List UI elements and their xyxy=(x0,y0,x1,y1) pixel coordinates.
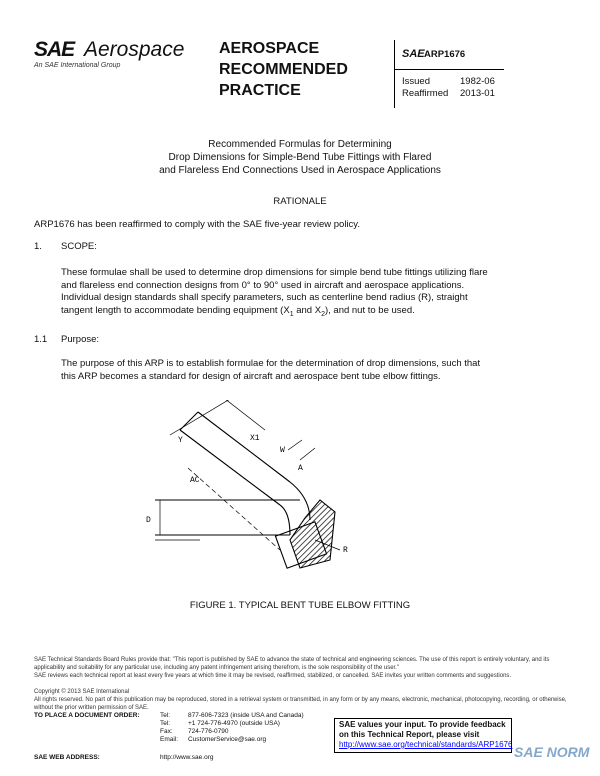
scope-title: SCOPE: xyxy=(61,241,97,252)
scope-line-3: Individual design standards shall specify parameters, such as centerline bend radius (R), straight xyxy=(61,292,468,303)
purpose-number: 1.1 xyxy=(34,334,48,345)
subtitle-line-1: Recommended Formulas for Determining xyxy=(208,139,392,150)
scope-line-4 xyxy=(61,305,501,321)
purpose-line-1: The purpose of this ARP is to establish formulae for the determination of drop dimensions, such that xyxy=(61,358,481,369)
scope-sub-1: 1 xyxy=(289,310,294,318)
sae-norm-watermark: SAE NORM xyxy=(514,744,590,760)
subtitle-line-3: and Flareless End Connections Used in Aerospace Applications xyxy=(159,165,441,176)
bend-arc xyxy=(290,482,310,520)
document-number: ARP1676 xyxy=(424,49,466,60)
label-w: W xyxy=(280,446,285,455)
fitting-body-hatch xyxy=(290,500,335,568)
reaffirmed-value: 2013-01 xyxy=(460,88,495,99)
scope-line-2: and flareless end connection designs from 0° to 90° used in aircraft and aerospace applications. xyxy=(61,279,465,291)
angled-tube-outer xyxy=(180,430,280,505)
label-a: A xyxy=(298,464,303,473)
scope-sub-2: 2 xyxy=(321,310,325,318)
label-d: D xyxy=(146,516,151,525)
scope-number: 1. xyxy=(34,241,42,252)
footer-copyright: Copyright © 2013 SAE International xyxy=(34,689,130,695)
sae-logo: SAE xyxy=(34,38,75,61)
label-x1: X1 xyxy=(250,434,260,443)
web-value[interactable]: http://www.sae.org xyxy=(160,754,214,761)
scope-line-1: These formulae shall be used to determine drop dimensions for simple bend tube fittings utilizing flare xyxy=(61,267,488,278)
reaffirmed-label: Reaffirmed xyxy=(402,88,449,99)
label-ac: AC xyxy=(190,476,200,485)
tel-label: Tel: xyxy=(160,712,171,719)
scope-line-4c: ), and nut to be used. xyxy=(324,304,415,316)
tel-value: 877-606-7323 (inside USA and Canada) xyxy=(188,712,304,719)
issued-label: Issued xyxy=(402,76,430,87)
fax-value: 724-776-0790 xyxy=(188,728,229,735)
document-type-title xyxy=(219,38,348,101)
scope-paragraph xyxy=(61,267,501,321)
web-label: SAE WEB ADDRESS: xyxy=(34,754,100,761)
order-label: TO PLACE A DOCUMENT ORDER: xyxy=(34,712,140,719)
label-r: R xyxy=(343,546,348,555)
aerospace-logo-text: Aerospace xyxy=(84,38,185,61)
email-value[interactable]: CustomerService@sae.org xyxy=(188,736,267,743)
purpose-paragraph xyxy=(61,358,501,383)
logo-subtitle: An SAE International Group xyxy=(34,62,121,69)
feedback-url-link[interactable]: http://www.sae.org/technical/standards/ARP1676 xyxy=(339,740,513,749)
feedback-box xyxy=(334,718,512,753)
footer-review-policy: SAE reviews each technical report at least every five years at which time it may be revised, reaffirmed, stabilized, or cancelled. SAE invites your written comments and suggestions. xyxy=(34,673,512,679)
tel2-label: Tel: xyxy=(160,720,171,727)
scope-line-4b: and X xyxy=(293,304,322,316)
feedback-line-2: on this Technical Report, please visit xyxy=(339,730,480,739)
fax-label: Fax: xyxy=(160,728,173,735)
document-info-divider xyxy=(394,69,504,70)
email-label: Email: xyxy=(160,736,179,743)
figure-caption: FIGURE 1. TYPICAL BENT TUBE ELBOW FITTING xyxy=(189,600,411,611)
title-line-2: RECOMMENDED xyxy=(219,61,348,78)
rationale-heading: RATIONALE xyxy=(273,196,327,207)
title-line-1: AEROSPACE xyxy=(219,40,320,57)
angled-tube-inner xyxy=(198,412,290,482)
doc-sae-mark: SAE xyxy=(402,48,425,60)
title-line-3: PRACTICE xyxy=(219,82,301,99)
purpose-line-2: this ARP becomes a standard for design of aircraft and aerospace bent tube elbow fittings. xyxy=(61,370,441,382)
scope-line-4a: tangent length to accommodate bending equipment (X xyxy=(61,304,290,316)
footer-board-rules: SAE Technical Standards Board Rules provide that: "This report is published by SAE to advance the state of technical and engineering sciences. The use of this report is entirely voluntary, and its applicability and suitability for any particular use, including any patent infringement arising therefrom, is the sole responsibility of the user." xyxy=(34,657,550,671)
bent-tube-elbow-figure xyxy=(140,400,470,585)
feedback-line-1: SAE values your input. To provide feedback xyxy=(339,720,506,729)
purpose-title: Purpose: xyxy=(61,334,100,345)
tel2-value: +1 724-776-4970 (outside USA) xyxy=(188,720,280,727)
issued-value: 1982-06 xyxy=(460,76,495,87)
rationale-text: ARP1676 has been reaffirmed to comply with the SAE five-year review policy. xyxy=(34,219,360,230)
subtitle-line-2: Drop Dimensions for Simple-Bend Tube Fittings with Flared xyxy=(168,152,432,163)
label-y: Y xyxy=(178,436,183,445)
footer-rights: All rights reserved. No part of this publication may be reproduced, stored in a retrieval system or transmitted, in any form or by any means, electronic, mechanical, photocopying, recording, or otherwise, without the prior written permission of SAE. xyxy=(34,697,567,711)
